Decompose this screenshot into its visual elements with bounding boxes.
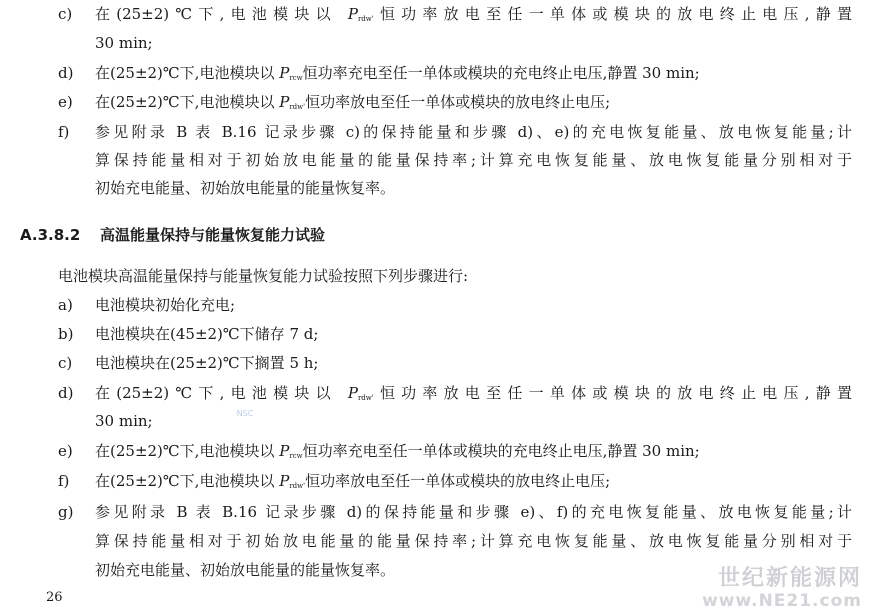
step-f-line: 在(25±2)℃下,电池模块以 $P_{rdw'}$恒功率放电至任一单体或模块的放电终止电压;	[95, 472, 611, 490]
section-heading	[20, 224, 325, 246]
step-a-line: 电池模块初始化充电;	[95, 296, 236, 314]
step-d-line: 在(25±2)℃下,电池模块以 $P_{rcw}$恒功率充电至任一单体或模块的充电终止电压,静置 30 min;	[95, 64, 700, 82]
step-d-line1: 在(25±2)℃下,电池模块以 $P_{rdw'}$恒功率放电至任一单体或模块的放电终止电压,静置	[95, 384, 852, 402]
list-marker: e)	[58, 442, 73, 460]
section-number: A.3.8.2	[20, 226, 81, 244]
watermark-url: www.NE21.com	[702, 591, 862, 611]
step-c-line1: 在(25±2)℃下,电池模块以 $P_{rdw'}$恒功率放电至任一单体或模块的放电终止电压,静置	[95, 5, 852, 23]
intro-paragraph: 电池模块高温能量保持与能量恢复能力试验按照下列步骤进行:	[58, 267, 469, 285]
list-marker: g)	[58, 503, 74, 521]
step-g-line1: 参见附录 B 表 B.16 记录步骤 d)的保持能量和步骤 e)、f)的充电恢复能量、放电恢复能量;计	[95, 503, 852, 521]
step-e-line: 在(25±2)℃下,电池模块以 $P_{rcw}$恒功率充电至任一单体或模块的充电终止电压,静置 30 min;	[95, 442, 700, 460]
list-marker: f)	[58, 123, 70, 141]
list-marker: d)	[58, 384, 74, 402]
step-c-line2: 30 min;	[95, 34, 153, 52]
step-f-line2: 算保持能量相对于初始放电能量的能量保持率;计算充电恢复能量、放电恢复能量分别相对于	[95, 151, 852, 169]
watermark-title: 世纪新能源网	[717, 566, 862, 591]
list-marker: c)	[58, 5, 73, 23]
step-g-line3: 初始充电能量、初始放电能量的能量恢复率。	[95, 561, 396, 579]
list-marker: c)	[58, 354, 73, 372]
page-number: 26	[46, 590, 63, 605]
list-marker: e)	[58, 93, 73, 111]
step-c-line: 电池模块在(25±2)℃下搁置 5 h;	[95, 354, 319, 372]
list-marker: f)	[58, 472, 70, 490]
step-f-line3: 初始充电能量、初始放电能量的能量恢复率。	[95, 179, 396, 197]
step-b-line: 电池模块在(45±2)℃下储存 7 d;	[95, 325, 319, 343]
section-title: 高温能量保持与能量恢复能力试验	[100, 226, 326, 244]
list-marker: d)	[58, 64, 74, 82]
step-f-line1: 参见附录 B 表 B.16 记录步骤 c)的保持能量和步骤 d)、e)的充电恢复能量、放电恢复能量;计	[95, 123, 852, 141]
step-g-line2: 算保持能量相对于初始放电能量的能量保持率;计算充电恢复能量、放电恢复能量分别相对于	[95, 532, 852, 550]
step-e-line: 在(25±2)℃下,电池模块以 $P_{rdw'}$恒功率放电至任一单体或模块的放电终止电压;	[95, 93, 611, 111]
list-marker: a)	[58, 296, 73, 314]
step-d-line2: 30 min;	[95, 412, 153, 430]
list-marker: b)	[58, 325, 74, 343]
stamp-mark: NSC	[236, 409, 254, 418]
